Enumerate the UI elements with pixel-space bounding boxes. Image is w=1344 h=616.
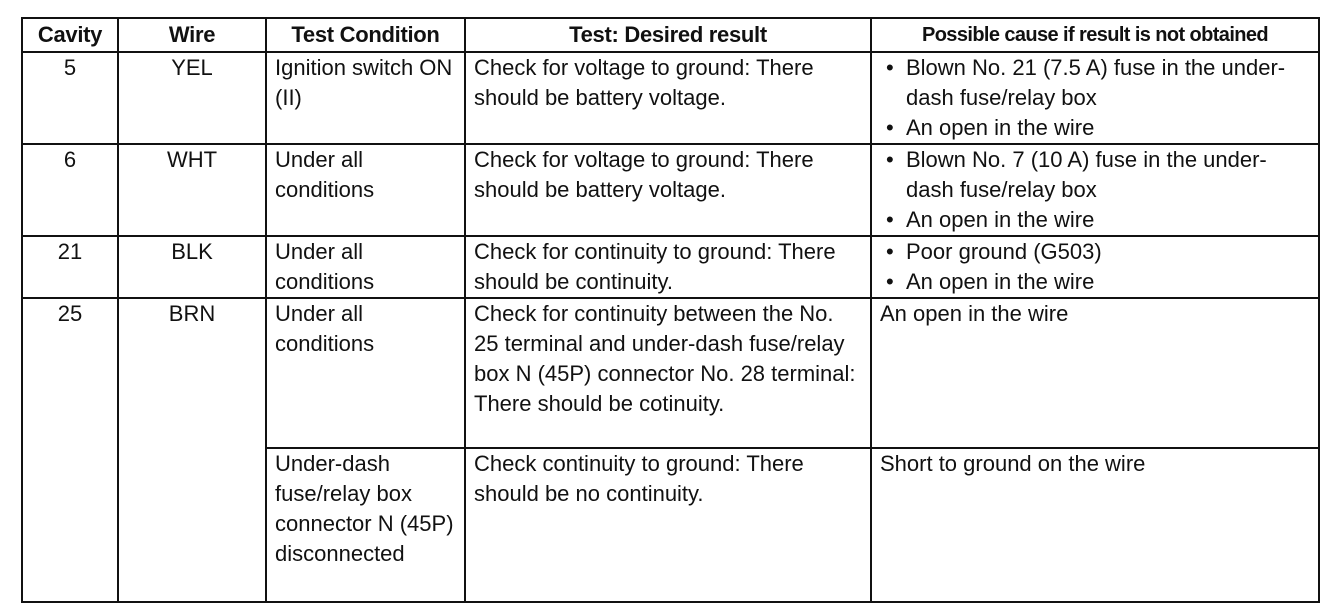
cause-list [880,237,1310,297]
cause-item: • Blown No. 21 (7.5 A) fuse in the under-dash fuse/relay box [880,53,1310,113]
header-wire: Wire [118,18,266,52]
condition-cell: Under-dash fuse/relay box connector N (45P) disconnected [266,448,465,602]
cause-cell [871,236,1319,298]
table-row [22,298,1319,448]
connector-test-table [21,17,1320,603]
wire-cell: YEL [118,52,266,144]
cavity-cell: 25 [22,298,118,602]
wire-cell: BLK [118,236,266,298]
desired-result-cell: Check for voltage to ground: There should be battery voltage. [465,144,871,236]
condition-cell: Ignition switch ON (II) [266,52,465,144]
condition-cell: Under all conditions [266,144,465,236]
table-row [22,144,1319,236]
wire-cell: BRN [118,298,266,602]
header-desired-result: Test: Desired result [465,18,871,52]
cause-item: • Poor ground (G503) [880,237,1310,267]
cause-item: • Blown No. 7 (10 A) fuse in the under-dash fuse/relay box [880,145,1310,205]
cause-cell [871,52,1319,144]
table-header-row [22,18,1319,52]
header-test-condition: Test Condition [266,18,465,52]
desired-result-cell: Check for continuity to ground: There should be continuity. [465,236,871,298]
cause-cell [871,144,1319,236]
table-row [22,236,1319,298]
wire-cell: WHT [118,144,266,236]
cavity-cell: 21 [22,236,118,298]
cause-item: • An open in the wire [880,113,1310,143]
condition-cell: Under all conditions [266,236,465,298]
cavity-cell: 5 [22,52,118,144]
cause-cell: Short to ground on the wire [871,448,1319,602]
desired-result-cell: Check continuity to ground: There should be no continuity. [465,448,871,602]
cause-cell: An open in the wire [871,298,1319,448]
table-row [22,52,1319,144]
cause-item: • An open in the wire [880,267,1310,297]
header-possible-cause: Possible cause if result is not obtained [871,18,1319,52]
desired-result-cell: Check for continuity between the No. 25 terminal and under-dash fuse/relay box N (45P) connector No. 28 terminal: There should be cotinuity. [465,298,871,448]
cavity-cell: 6 [22,144,118,236]
cause-item: • An open in the wire [880,205,1310,235]
condition-cell: Under all conditions [266,298,465,448]
desired-result-cell: Check for voltage to ground: There should be battery voltage. [465,52,871,144]
header-cavity: Cavity [22,18,118,52]
cause-list [880,53,1310,143]
cause-list [880,145,1310,235]
